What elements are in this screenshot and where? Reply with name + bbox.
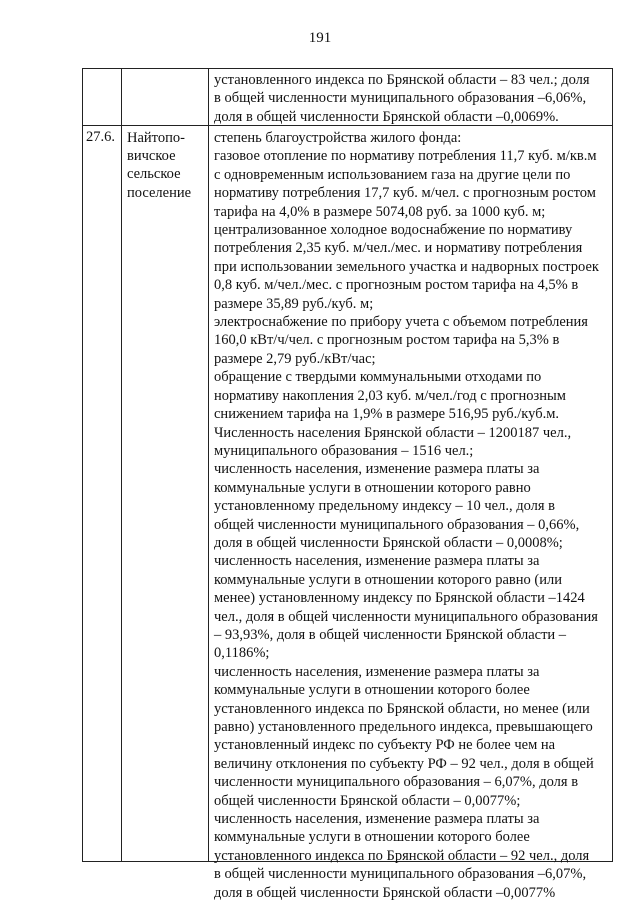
text-line: менее) установленному индексу по Брянской области –1424 [214,590,585,607]
name-line: поселение [127,184,192,201]
text-line: 0,8 куб. м/чел./мес. с прогнозным ростом тарифа на 4,5% в [214,277,579,294]
text-line: в общей численности муниципального образования –6,07%, [214,866,587,883]
text-line: численность населения, изменение размера платы за [214,553,540,570]
settlement-name [127,129,205,202]
text-line: электроснабжение по прибору учета с объемом потребления [214,314,588,331]
text-line: размере 35,89 руб./куб. м; [214,295,374,312]
name-line: сельское [127,166,181,183]
text-line: 160,0 кВт/ч/чел. с прогнозным ростом тарифа на 5,3% в [214,332,560,349]
text-line: доля в общей численности Брянской области –0,0069%. [214,108,559,125]
text-line: степень благоустройства жилого фонда: [214,130,462,146]
page-number: 191 [308,30,332,46]
text-line: численность населения, изменение размера платы за [214,811,540,828]
text-line: обращение с твердыми коммунальными отходами по [214,369,542,386]
text-line: нормативу накопления 2,03 куб. м/чел./год с прогнозным [214,387,566,404]
name-line: Найтопо- [127,130,185,146]
text-line: снижением тарифа на 1,9% в размере 516,95 руб./куб.м. [214,406,559,423]
text-line: установленного индекса по Брянской области, но менее (или [214,700,590,717]
text-line: 0,1186%; [214,645,270,662]
text-line: потребления 2,35 куб. м/чел./мес. и нормативу потребления [214,240,583,257]
text-line: с одновременным использованием газа на другие цели по [214,166,571,183]
text-line: коммунальные услуги в отношении которого более [214,829,530,846]
text-line: тарифа на 4,0% в размере 5074,08 руб. за 1000 куб. м; [214,203,546,220]
text-line: численности муниципального образования – 6,07%, доля в [214,774,579,791]
text-line: установленного индекса по Брянской области – 83 чел.; доля [214,72,590,88]
text-line: общей численности муниципального образования – 0,66%, [214,516,580,533]
text-line: численность населения, изменение размера платы за [214,461,540,478]
row-number: 27.6. [86,129,115,145]
text-line: чел., доля в общей численности муниципального образования [214,608,598,625]
text-line: при использовании земельного участка и надворных построек [214,258,599,275]
data-table [82,68,613,901]
text-line: коммунальные услуги в отношении которого более [214,682,530,699]
text-line: размере 2,79 руб./кВт/час; [214,350,376,367]
previous-row-text [214,71,612,126]
name-line: вичское [127,148,176,165]
text-line: коммунальные услуги в отношении которого равно [214,479,531,496]
text-line: установленный индекс по субъекту РФ не более чем на [214,737,556,754]
text-line: – 93,93%, доля в общей численности Брянской области – [214,626,567,643]
text-line: доля в общей численности Брянской области – 0,0008%; [214,534,563,551]
text-line: газовое отопление по нормативу потребления 11,7 куб. м/кв.м [214,148,597,165]
text-line: в общей численности муниципального образования –6,06%, [214,90,587,107]
text-line: нормативу потребления 17,7 куб. м/чел. с прогнозным ростом [214,185,596,202]
text-line: Численность населения Брянской области – 1200187 чел., [214,424,572,441]
row-description [214,129,612,902]
text-line: установленному предельному индексу – 10 чел., доля в [214,498,556,515]
text-line: доля в общей численности Брянской области –0,0077% [214,884,556,901]
text-line: величину отклонения по субъекту РФ – 92 чел., доля в общей [214,755,594,772]
text-line: коммунальные услуги в отношении которого равно (или [214,571,562,588]
text-line: равно) установленного предельного индекса, превышающего [214,719,593,735]
text-line: муниципального образования – 1516 чел.; [214,442,474,459]
text-line: централизованное холодное водоснабжение по нормативу [214,222,573,239]
text-line: общей численности Брянской области – 0,0077%; [214,792,521,809]
text-line: установленного индекса по Брянской области – 92 чел., доля [214,847,590,864]
column-divider [208,69,209,861]
column-divider [121,69,122,861]
text-line: численность населения, изменение размера платы за [214,663,540,680]
